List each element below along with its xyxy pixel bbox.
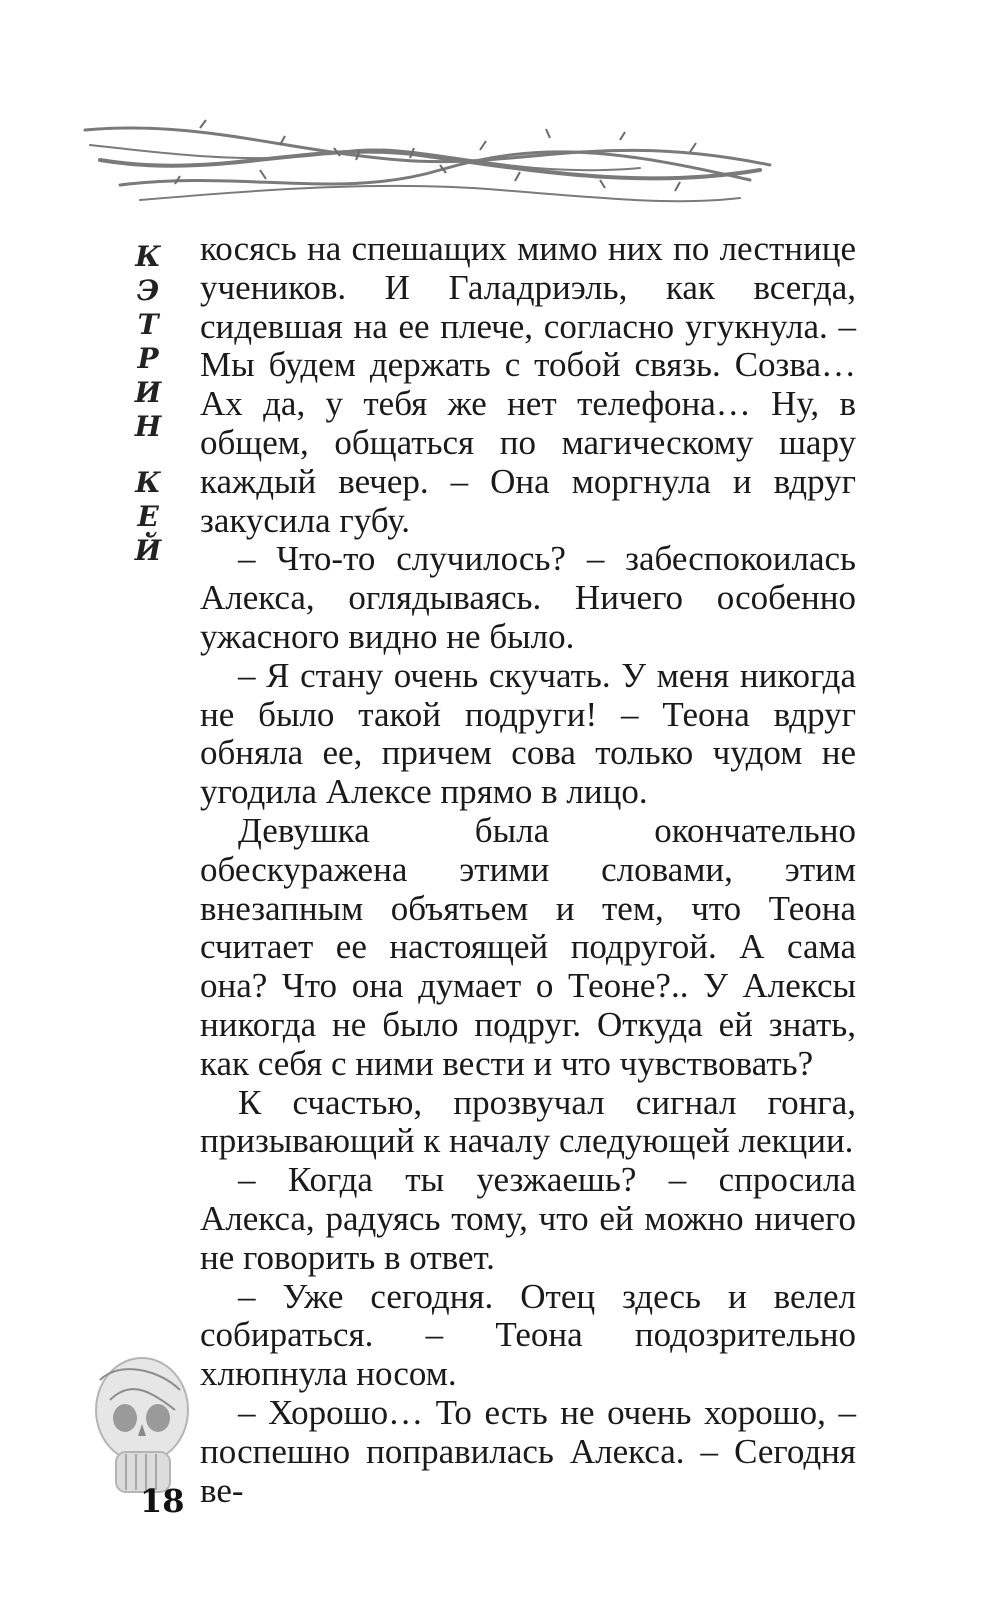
author-letter: К: [135, 240, 161, 273]
paragraph: – Уже сегодня. Отец здесь и велел собираться. – Теона подозрительно хлюпнула носом.: [200, 1276, 856, 1394]
author-letter: К: [135, 466, 161, 499]
author-letter: Р: [137, 342, 159, 375]
author-letter: Е: [137, 500, 159, 533]
author-letter: Й: [134, 534, 162, 567]
paragraph: К счастью, прозвучал сигнал гонга, призывающий к началу следующей лекции.: [200, 1082, 856, 1161]
author-letter: Э: [136, 274, 160, 307]
author-name-vertical: [118, 240, 178, 568]
author-letter: Т: [137, 308, 159, 341]
author-last-name: [135, 466, 161, 568]
author-letter: И: [134, 376, 162, 409]
paragraph: косясь на спешащих мимо них по лестнице учеников. И Галадриэль, как всегда, сидевшая на ее плече, согласно угукнула. – Мы будем держать с тобой связь. Созва… Ах да, у тебя же нет телефона… Ну, в общем, общаться по магическому шару каждый вечер. – Она моргнула и вдруг закусила губу.: [200, 229, 856, 540]
paragraph: – Я стану очень скучать. У меня никогда не было такой подруги! – Теона вдруг обняла ее, причем сова только чудом не угодила Алексе прямо в лицо.: [200, 655, 856, 812]
author-first-name: [135, 240, 161, 444]
page-number: 18: [140, 1482, 185, 1520]
body-text: [200, 230, 856, 1510]
paragraph: Девушка была окончательно обескуражена этими словами, этим внезапным объятьем и тем, что Теона считает ее настоящей подругой. А сама она? Что она думает о Теоне?.. У Алексы никогда не было подруг. Откуда ей знать, как себя с ними вести и что чувствовать?: [200, 810, 856, 1083]
thorn-vine-ornament: [80, 110, 780, 220]
author-letter: Н: [134, 410, 162, 443]
paragraph: – Что-то случилось? – забеспокоилась Алекса, оглядываясь. Ничего особенно ужасного видно не было.: [200, 539, 856, 656]
paragraph: – Когда ты уезжаешь? – спросила Алекса, радуясь тому, что ей можно ничего не говорить в ответ.: [200, 1160, 856, 1277]
paragraph: – Хорошо… То есть не очень хорошо, – поспешно поправилась Алекса. – Сегодня ве-: [200, 1392, 856, 1510]
